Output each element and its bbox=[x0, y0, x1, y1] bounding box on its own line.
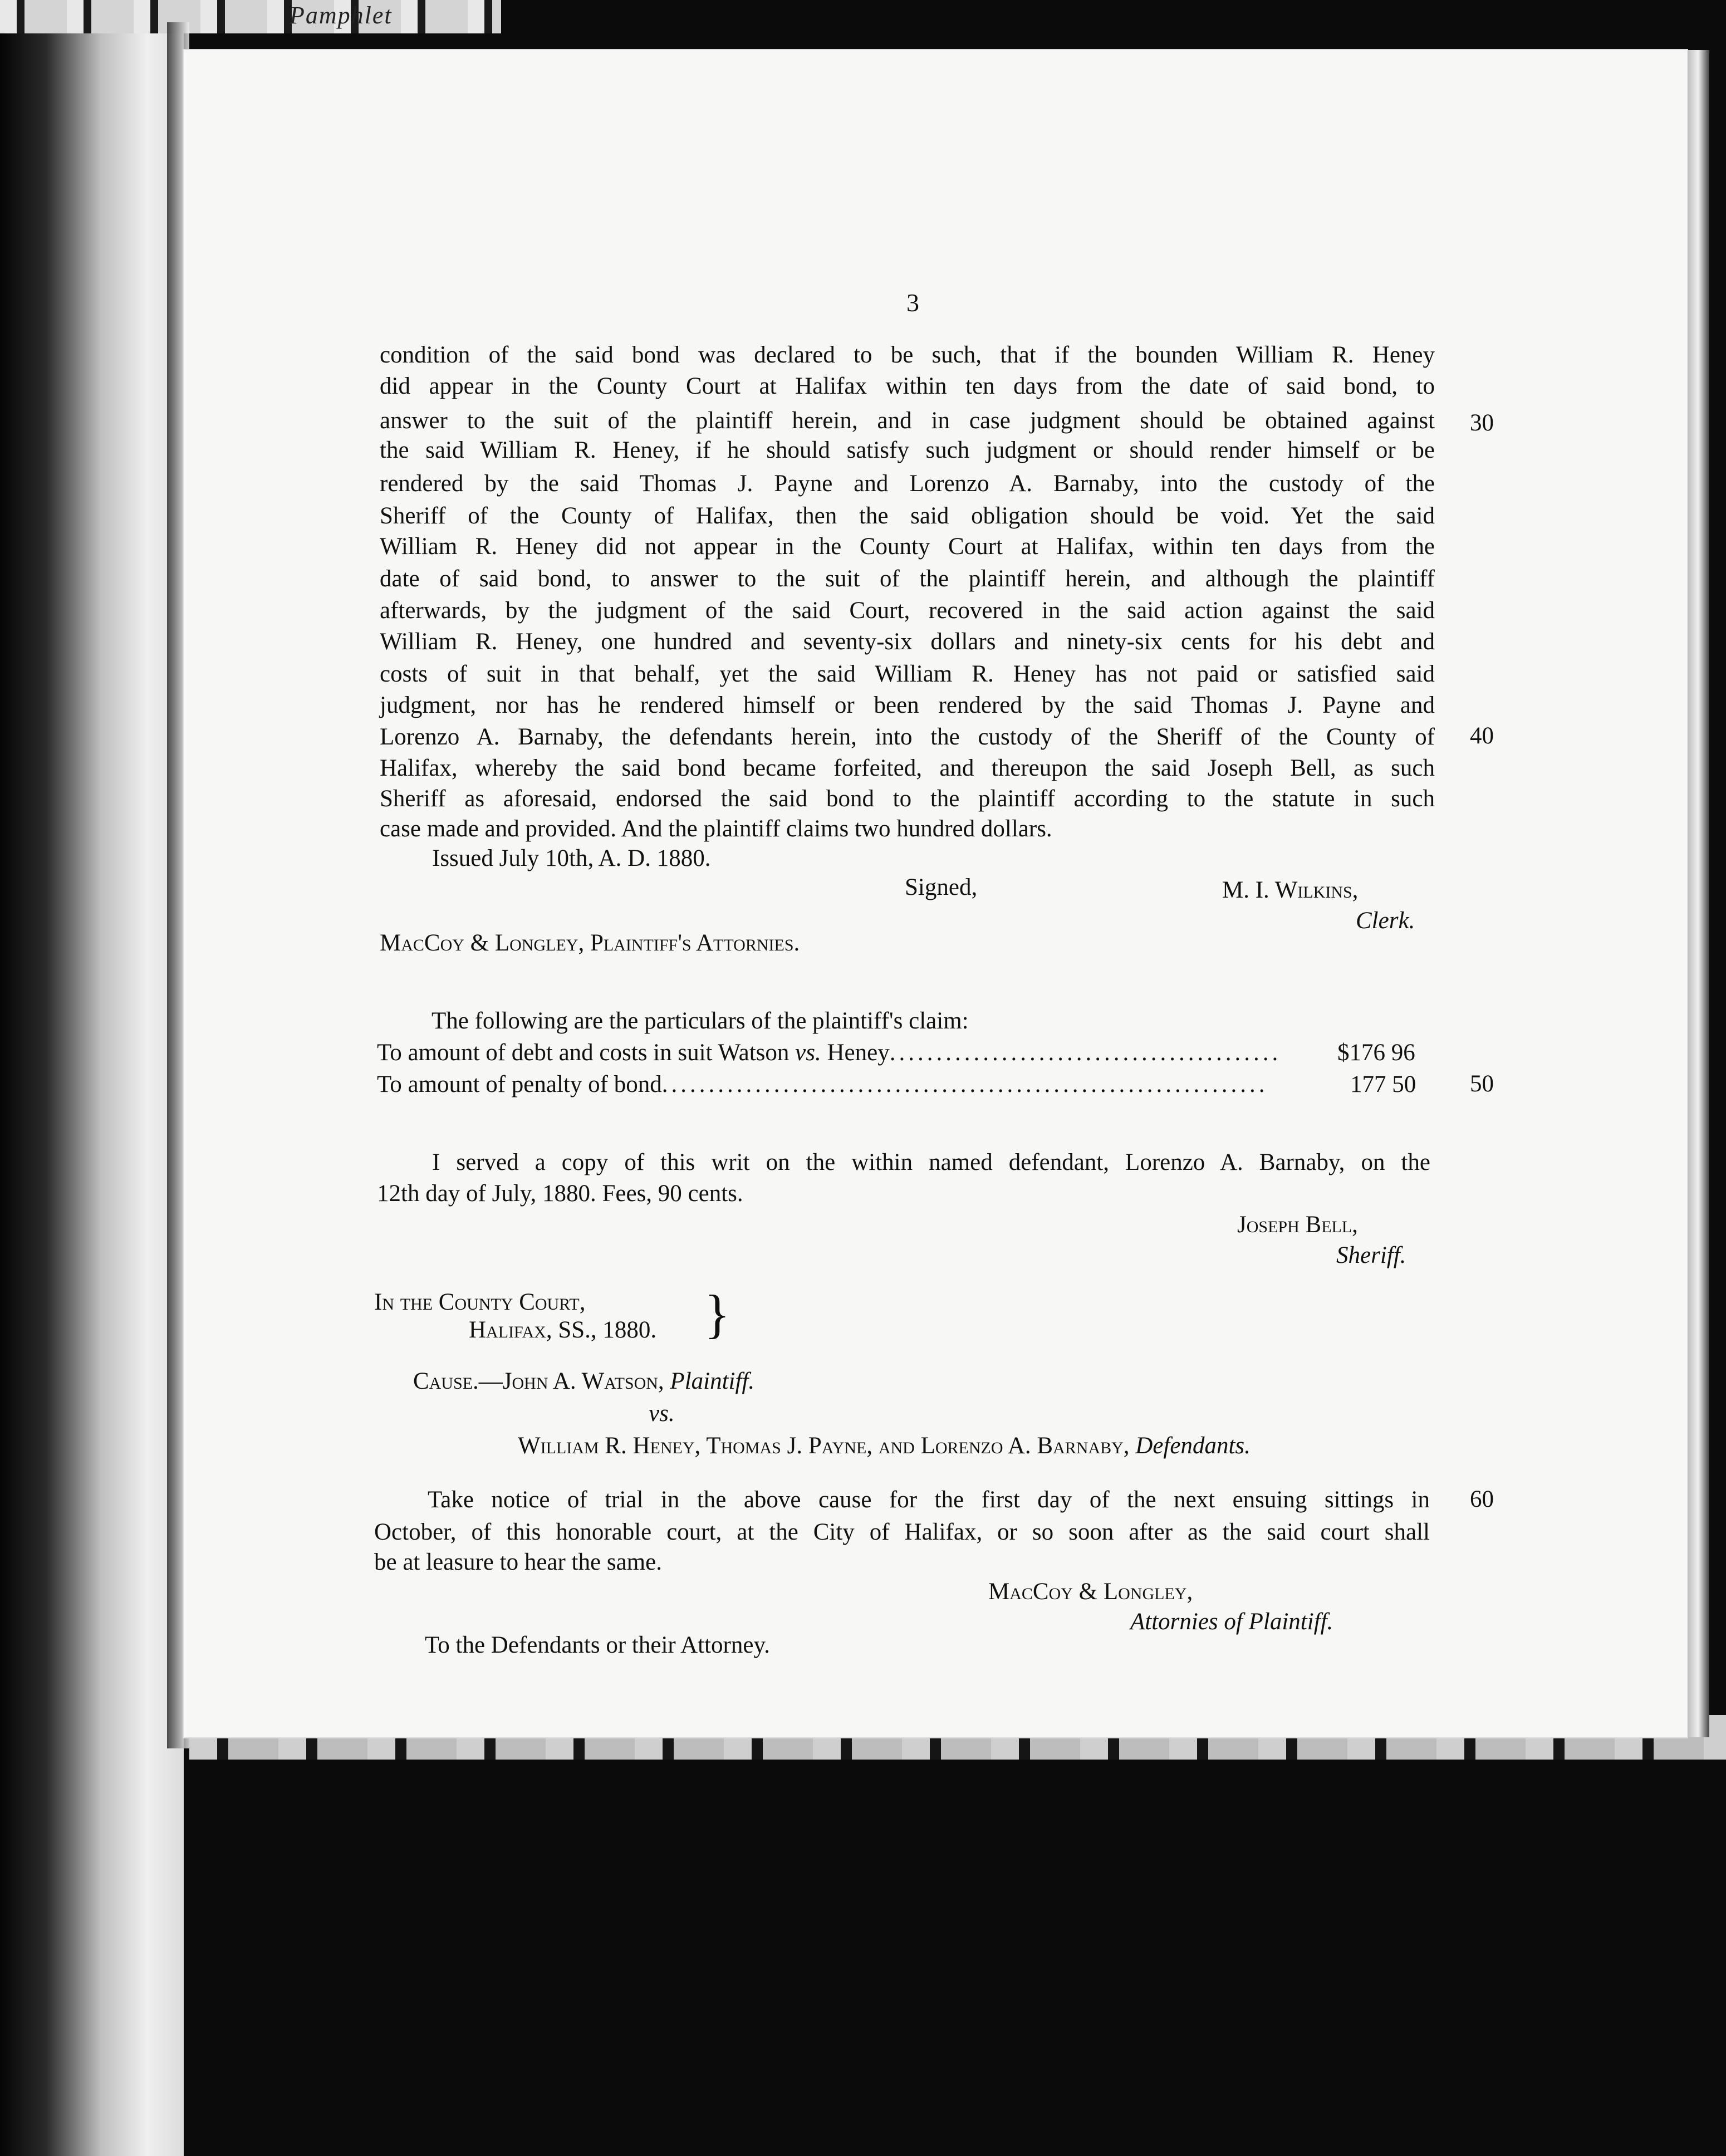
claim-item bbox=[377, 1037, 1281, 1069]
body-line: Sheriff as aforesaid, endorsed the said bond to the plaintiff according to the statute in such bbox=[380, 786, 1435, 812]
body-line: costs of suit in that behalf, yet the said William R. Heney has not paid or satisfied said bbox=[380, 661, 1435, 687]
sheriff-title: Sheriff. bbox=[1336, 1242, 1406, 1268]
claim-amount: 177 50 bbox=[1350, 1071, 1416, 1097]
dot-leader: .......................................... bbox=[889, 1040, 1282, 1066]
versus: vs. bbox=[649, 1400, 675, 1427]
particulars-intro: The following are the particulars of the plaintiff's claim: bbox=[432, 1008, 969, 1034]
claim-amount: $176 96 bbox=[1337, 1040, 1415, 1066]
binding-label: Pamphlet bbox=[290, 2, 393, 29]
clerk-name: M. I. Wilkins, bbox=[1222, 877, 1359, 903]
body-line: date of said bond, to answer to the suit of the plaintiff herein, and although the plaintiff bbox=[380, 566, 1435, 592]
clerk-title: Clerk. bbox=[1356, 908, 1415, 934]
claim-label-end: Heney bbox=[821, 1040, 890, 1066]
cause-label: Cause.—John A. Watson, bbox=[413, 1368, 670, 1394]
page-number: 3 bbox=[906, 288, 919, 317]
signed-label: Signed, bbox=[905, 874, 978, 900]
sheriff-name: Joseph Bell, bbox=[1237, 1212, 1358, 1238]
line-number-30: 30 bbox=[1470, 410, 1494, 436]
page-right-edge bbox=[1687, 50, 1709, 1737]
body-line: William R. Heney did not appear in the County Court at Halifax, within ten days from the bbox=[380, 533, 1435, 560]
line-number-60: 60 bbox=[1470, 1486, 1494, 1512]
body-line: William R. Heney, one hundred and seventy-six dollars and ninety-six cents for his debt and bbox=[380, 629, 1435, 655]
body-line: Sheriff of the County of Halifax, then the said obligation should be void. Yet the said bbox=[380, 503, 1435, 529]
to-defendants: To the Defendants or their Attorney. bbox=[425, 1632, 770, 1658]
defendants-line bbox=[518, 1430, 1251, 1462]
service-line: 12th day of July, 1880. Fees, 90 cents. bbox=[377, 1180, 743, 1207]
notice-line: Take notice of trial in the above cause for the first day of the next ensuing sittings in bbox=[428, 1487, 1430, 1513]
attorneys-of-plaintiff: Attornies of Plaintiff. bbox=[1130, 1609, 1333, 1635]
plaintiff-attorneys: MacCoy & Longley, Plaintiff's Attornies. bbox=[380, 930, 800, 956]
attorneys-signature: MacCoy & Longley, bbox=[988, 1579, 1193, 1605]
service-line: I served a copy of this writ on the within named defendant, Lorenzo A. Barnaby, on the bbox=[432, 1149, 1430, 1175]
cause-line bbox=[413, 1365, 754, 1398]
book-spine bbox=[0, 0, 184, 2156]
claim-label: To amount of debt and costs in suit Watson bbox=[377, 1040, 796, 1066]
body-line: condition of the said bond was declared to be such, that if the bounden William R. Heney bbox=[380, 342, 1435, 368]
body-line: judgment, nor has he rendered himself or been rendered by the said Thomas J. Payne and bbox=[380, 692, 1435, 718]
body-line: the said William R. Heney, if he should satisfy such judgment or should render himself or be bbox=[380, 437, 1435, 463]
defendants-names: William R. Heney, Thomas J. Payne, and Lorenzo A. Barnaby, bbox=[518, 1433, 1136, 1459]
versus-abbrev: vs. bbox=[795, 1040, 821, 1066]
body-line: did appear in the County Court at Halifax within ten days from the date of said bond, to bbox=[380, 373, 1435, 399]
line-number-50: 50 bbox=[1470, 1071, 1494, 1097]
notice-line: October, of this honorable court, at the City of Halifax, or so soon after as the said court shall bbox=[374, 1519, 1430, 1545]
claim-label: To amount of penalty of bond bbox=[377, 1071, 662, 1097]
court-heading: In the County Court, bbox=[374, 1289, 586, 1315]
court-brace: } bbox=[704, 1284, 730, 1344]
body-line: Lorenzo A. Barnaby, the defendants herein, into the custody of the Sheriff of the County of bbox=[380, 724, 1435, 750]
defendants-word: Defendants. bbox=[1135, 1433, 1251, 1459]
dot-leader: ................................................................. bbox=[661, 1071, 1268, 1097]
body-line: Halifax, whereby the said bond became forfeited, and thereupon the said Joseph Bell, as such bbox=[380, 755, 1435, 781]
issued-date: Issued July 10th, A. D. 1880. bbox=[432, 845, 711, 871]
body-line: afterwards, by the judgment of the said Court, recovered in the said action against the said bbox=[380, 597, 1435, 624]
binding-strip bbox=[0, 0, 501, 33]
court-venue: Halifax, SS., 1880. bbox=[469, 1317, 657, 1343]
body-line-last: case made and provided. And the plaintiff claims two hundred dollars. bbox=[380, 816, 1052, 842]
line-number-40: 40 bbox=[1470, 723, 1494, 749]
notice-line: be at leasure to hear the same. bbox=[374, 1549, 662, 1575]
body-line: answer to the suit of the plaintiff herein, and in case judgment should be obtained against bbox=[380, 408, 1435, 434]
body-line: rendered by the said Thomas J. Payne and Lorenzo A. Barnaby, into the custody of the bbox=[380, 471, 1435, 497]
plaintiff-word: Plaintiff. bbox=[670, 1368, 755, 1394]
claim-item bbox=[377, 1069, 1268, 1101]
